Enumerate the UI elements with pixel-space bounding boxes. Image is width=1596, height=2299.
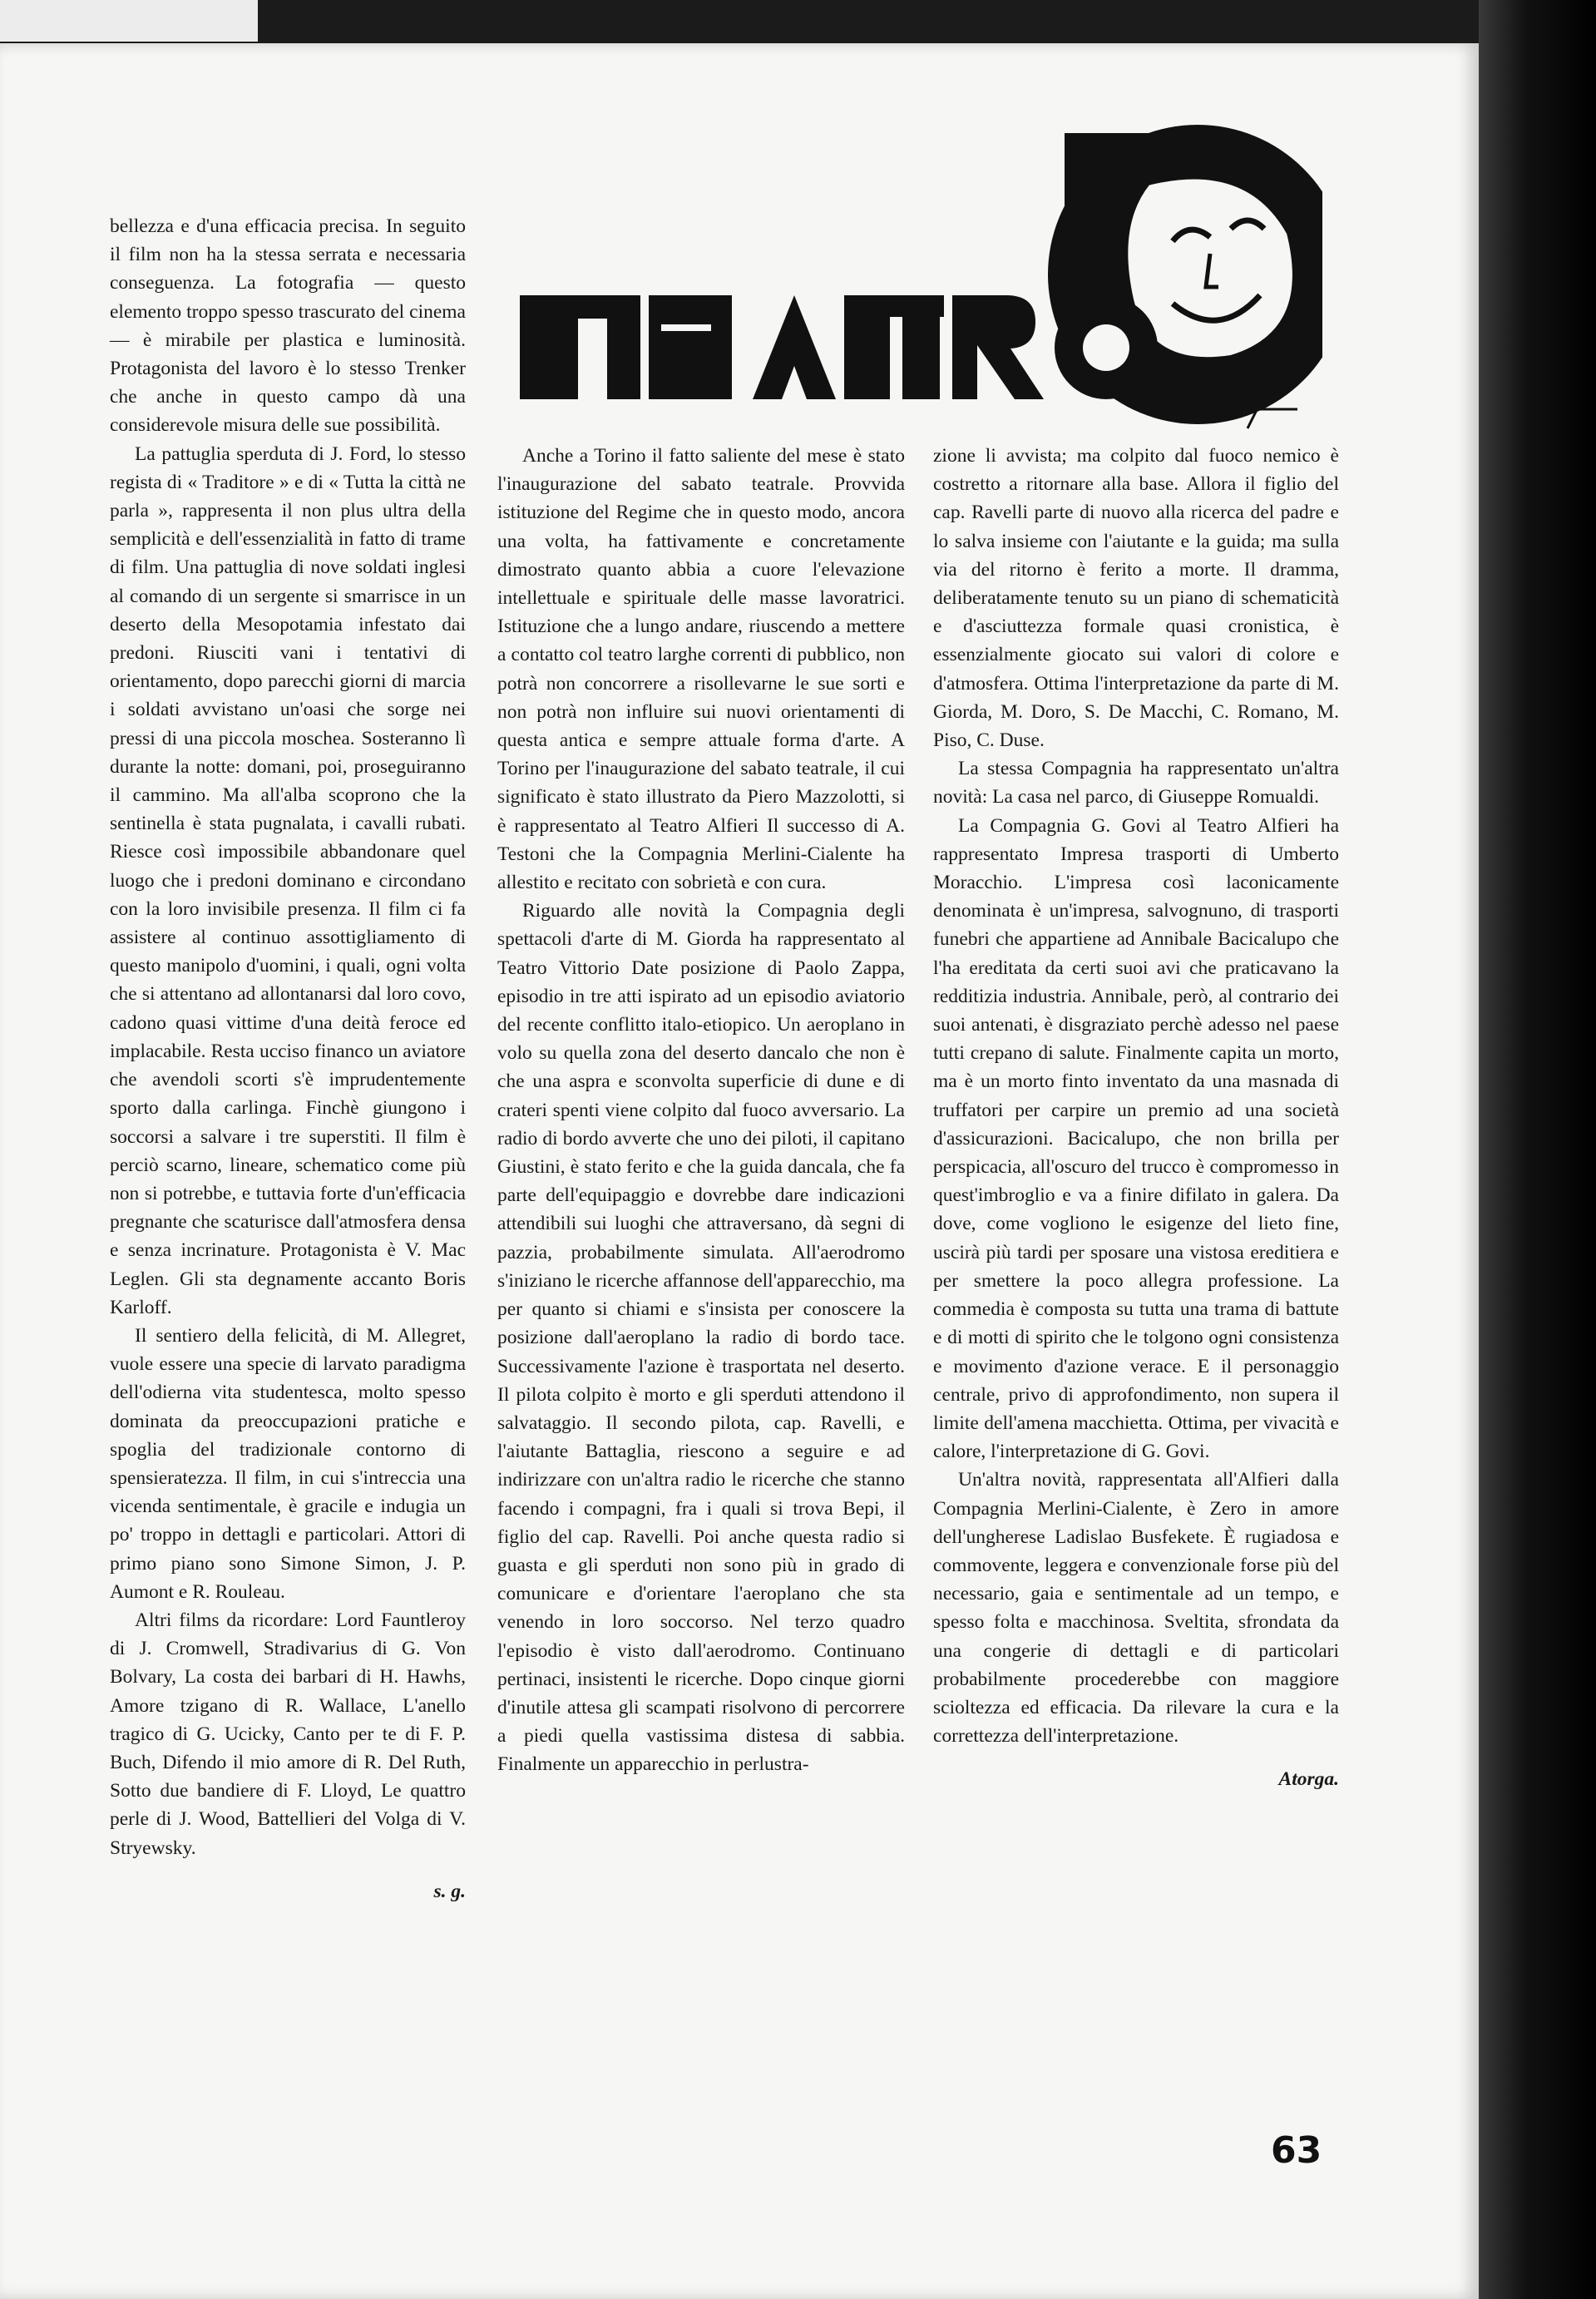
paragraph: Riguardo alle novità la Compagnia degli spettacoli d'arte di M. Giorda ha rappresentato al Teatro Vittorio Date posizione di Paolo Zappa, episodio in tre atti ispirato ad un episodio aviatorio del recente conflitto italo-etiopico. Un aeroplano in volo su quella zona del deserto dancalo che non è che una aspra e sconvolta superficie di dune e di crateri spenti viene colpito dal fuoco avversario. La radio di bordo avverte che uno dei piloti, il capitano Giustini, è stato ferito e che la guida dancala, che fa parte dell'equipaggio e dovrebbe dare indicazioni attendibili sui luoghi che attraversano, dà segni di pazzia, probabilmente simulata. All'aerodromo s'iniziano le ricerche affannose dell'apparecchio, ma per quanto si chiami e s'insista per conoscere la posizione dall'aeroplano la radio di bordo tace. Successivamente l'azione è trasportata nel deserto. Il pilota colpito è morto e gli sperduti attendono il salvataggio. Il secondo pilota, cap. Ravelli, e l'aiutante Battaglia, riescono a seguire e ad indirizzare con un'altra radio le ricerche che stanno facendo i compagni, fra i quali si trova Bepi, il figlio del cap. Ravelli. Poi anche questa radio si guasta e gli sperduti non sono più in grado di comunicare e d'orientare l'aeroplano che sta venendo in loro soccorso. Nel terzo quadro l'episodio è visto dall'aerodromo. Continuano pertinaci, insistenti le ricerche. Dopo cinque giorni d'inutile attesa gli scampati risolvono di percorrere a piedi quella vastissima distesa di sabbia. Finalmente un apparecchio in perlustra- — [497, 900, 905, 1776]
paragraph: La Compagnia G. Govi al Teatro Alfieri ha rappresentato Impresa trasporti di Umberto Moracchio. L'impresa così laconicamente denominata è un'impresa, salvognuno, di trasporti funebri che appartiene ad Annibale Bacicalupo che l'ha ereditata da certi suoi avi che praticavano la redditizia industria. Annibale, però, al contrario dei suoi antenati, è disgraziato perchè adesso nel paese tutti crepano di salute. Finalmente capita un morto, ma è un morto finto inventato da una masnada di truffatori per carpire un premio ad una società d'assicurazioni. Bacicalupo, che non brilla per perspicacia, all'oscuro del trucco è compromesso in quest'imbroglio e va a finire difilato in galera. Da dove, come vogliono le esigenze del lieto fine, uscirà più tardi per sposare una vistosa ereditiera e per smettere la poco allegra professione. La commedia è composta su tutta una trama di battute e di motti di spirito che le tolgono ogni consistenza e movimento d'azione verace. E il personaggio centrale, privo di approfondimento, non supera il limite dell'amena macchietta. Ottima, per vivacità e calore, l'interpretazione di G. Govi. — [933, 814, 1339, 1463]
paragraph: Un'altra novità, rappresentata all'Alfieri dalla Compagnia Merlini-Cialente, è Zero in amore dell'ungherese Ladislao Busfekete. È rugiadosa e commovente, leggera e convenzionale forse più del necessario, gaia e sentimentale ad un tempo, e spesso folta e macchinosa. Sveltita, sfrondata da una congerie di dettagli e di particolari probabilmente procederebbe con maggiore scioltezza ed efficacia. Da rilevare la cura e la correttezza dell'interpretazione. — [933, 1469, 1339, 1748]
paragraph: La stessa Compagnia ha rappresentato un'altra novità: La casa nel parco, di Giuseppe Romualdi. — [933, 758, 1339, 808]
column-2 — [497, 442, 905, 1779]
column-1 — [110, 212, 466, 1906]
paragraph: zione li avvista; ma colpito dal fuoco nemico è costretto a ritornare alla base. Allora il figlio del cap. Ravelli parte di nuovo alla ricerca del padre e lo salva insieme con l'aiutante e la guida; ma sulla via del ritorno è ferito a morte. Il dramma, deliberatamente tenuto su un piano di schematicità e d'asciuttezza formale quasi cronistica, è essenzialmente giocato sui valori di colore e d'atmosfera. Ottima l'interpretazione da parte di M. Giorda, M. Doro, S. De Macchi, C. Romano, M. Piso, C. Duse. — [933, 445, 1339, 752]
paragraph: bellezza e d'una efficacia precisa. In seguito il film non ha la stessa serrata e necessaria conseguenza. La fotografia — questo elemento troppo spesso trascurato del cinema — è mirabile per plastica e luminosità. Protagonista del lavoro è lo stesso Trenker che anche in questo campo dà una considerevole misura delle sue possibilità. — [110, 215, 466, 437]
paragraph: Altri films da ricordare: Lord Fauntleroy di J. Cromwell, Stradivarius di G. Von Bolvary, La costa dei barbari di H. Hawhs, Amore tzigano di R. Wallace, L'anello tragico di G. Ucicky, Canto per te di F. P. Buch, Difendo il mio amore di R. Del Ruth, Sotto due bandiere di F. Lloyd, Le quattro perle di J. Wood, Battellieri del Volga di V. Stryewsky. — [110, 1609, 466, 1859]
paragraph: Anche a Torino il fatto saliente del mese è stato l'inaugurazione del sabato teatrale. Provvida istituzione del Regime che in questo modo, ancora una volta, ha fattivamente e concretamente dimostrato quanto abbia a cuore l'elevazione intellettuale e spirituale delle masse lavoratrici. Istituzione che a lungo andare, riuscendo a mettere a contatto col teatro larghe correnti di pubblico, non potrà non concorrere a risollevarne le sue sorti e non potrà non influire sui nuovi orientamenti di questa antica e sempre attuale forma d'arte. A Torino per l'inaugurazione del sabato teatrale, il cui significato è stato illustrato da Piero Mazzolotti, si è rappresentato al Teatro Alfieri Il successo di A. Testoni che la Compagnia Merlini-Cialente ha allestito e recitato con sobrietà e con cura. — [497, 445, 905, 894]
signature: Atorga. — [1278, 1768, 1339, 1791]
book-spine — [1479, 0, 1596, 2299]
page-number: 63 — [1271, 2129, 1322, 2172]
paragraph: Il sentiero della felicità, di M. Allegret, vuole essere una specie di larvato paradigma dell'odierna vita studentesca, molto spesso dominata da preoccupazioni pratiche e spoglia del tradizionale contorno di spensieratezza. Il film, in cui s'intreccia una vicenda sentimentale, è gracile e indugia un po' troppo in dettagli e particolari. Attori di primo piano sono Simone Simon, J. P. Aumont e R. Rouleau. — [110, 1324, 466, 1603]
teatro-masthead — [516, 83, 1322, 433]
paragraph: La pattuglia sperduta di J. Ford, lo stesso regista di « Traditore » e di « Tutta la città ne parla », rappresenta il non plus ultra della semplicità e dell'essenzialità in fatto di trame di film. Una pattuglia di nove soldati inglesi al comando di un sergente si smarrisce in un deserto della Mesopotamia infestato dai predoni. Riusciti vani i tentativi di orientamento, dopo parecchi giorni di marcia i soldati avvistano un'oasi che sorge nei pressi di una piccola moschea. Sosteranno lì durante la notte: domani, poi, proseguiranno il cammino. Ma all'alba scoprono che la sentinella è stata pugnalata, i cavalli rubati. Riesce così impossibile abbandonare quel luogo che i predoni dominano e circondano con la loro invisibile presenza. Il film ci fa assistere al continuo assottigliamento di questo manipolo d'uomini, i quali, ogni volta che si attentano ad allontanarsi dal loro covo, cadono quasi vittime d'una deità feroce ed implacabile. Resta ucciso financo un aviatore che avendoli scorti s'è imprudentemente sporto dalla carlinga. Finchè giungono i soccorsi a salvare i tre superstiti. Il film è perciò scarno, lineare, schematico come più non si potrebbe, e tuttavia forte d'un'efficacia pregnante che scaturisce dall'atmosfera densa e senza incrinature. Protagonista è V. Mac Leglen. Gli sta degnamente accanto Boris Karloff. — [110, 442, 466, 1318]
scan-top-strip — [0, 0, 258, 42]
theatre-mask-icon — [516, 83, 1322, 433]
signature: s. g. — [433, 1880, 466, 1902]
column-3 — [933, 442, 1339, 1794]
